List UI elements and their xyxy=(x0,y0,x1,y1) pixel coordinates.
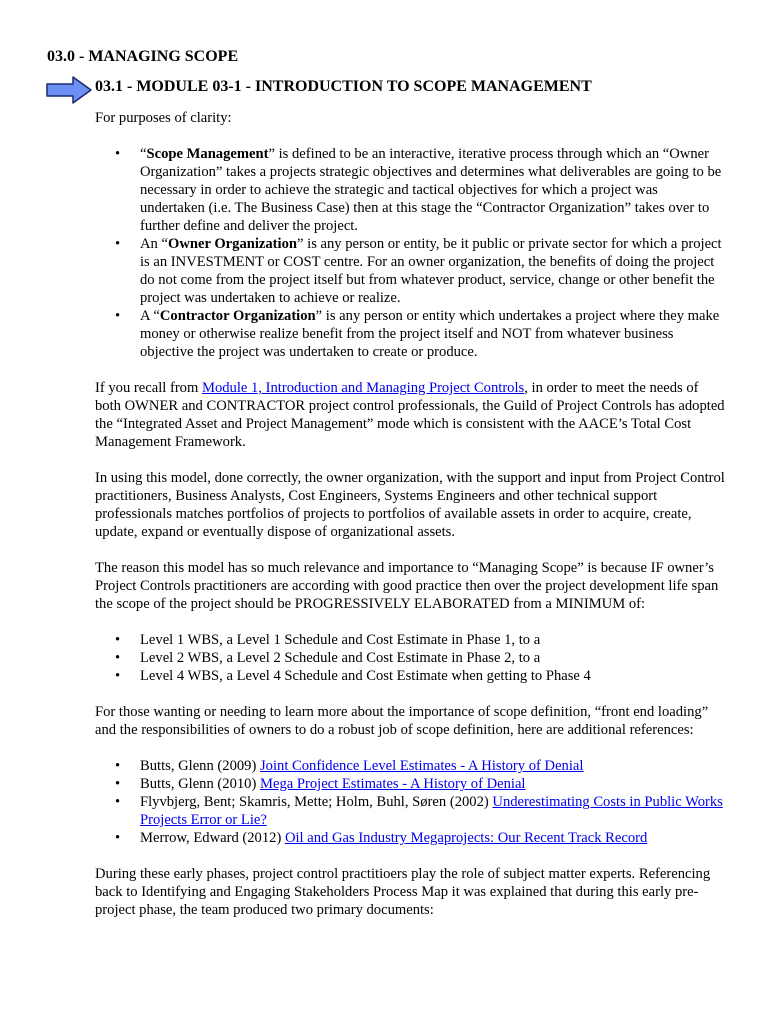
list-item: • Level 4 WBS, a Level 4 Schedule and Cost Estimate when getting to Phase 4 xyxy=(115,668,591,684)
bullet: • xyxy=(115,830,121,846)
list-item: • Level 2 WBS, a Level 2 Schedule and Cost Estimate in Phase 2, to a xyxy=(115,650,541,666)
levels-list xyxy=(95,631,725,685)
bullet: • xyxy=(115,146,121,162)
module-1-link[interactable]: Module 1, Introduction and Managing Project Controls xyxy=(201,380,525,396)
reason-paragraph: The reason this model has so much relevance and importance to “Managing Scope” is because IF owner’s Project Controls practitioners are according with good practice then over the project development life span the scope of the project should be PROGRESSIVELY ELABORATED from a MINIMUM of: xyxy=(95,560,719,612)
list-item: • Level 1 WBS, a Level 1 Schedule and Cost Estimate in Phase 1, to a xyxy=(115,632,541,648)
list-item: • Butts, Glenn (2010) Mega Project Estimates - A History of Denial xyxy=(115,776,526,792)
defined-term: Scope Management xyxy=(146,146,269,162)
right-arrow-icon xyxy=(45,75,93,105)
definitions-list xyxy=(95,145,725,361)
list-item: • An “Owner Organization” is any person or entity, be it public or private sector for which a project is an INVESTMENT or COST centre. For an owner organization, the benefits of doing the project do not come from the project itself but from whatever product, service, change or other benefit the project was undertaken to achieve or realize. xyxy=(115,236,722,306)
list-item: • Butts, Glenn (2009) Joint Confidence Level Estimates - A History of Denial xyxy=(115,758,584,774)
recall-paragraph: If you recall from Module 1, Introduction and Managing Project Controls, in order to meet the needs of both OWNER and CONTRACTOR project control professionals, the Guild of Project Controls has adopted the “Integrated Asset and Project Management” mode which is consistent with the AACE’s Total Cost Management Framework. xyxy=(95,380,725,450)
bullet: • xyxy=(115,650,121,666)
list-item: • Merrow, Edward (2012) Oil and Gas Industry Megaprojects: Our Recent Track Record xyxy=(115,830,648,846)
bullet: • xyxy=(115,236,121,252)
bullet: • xyxy=(115,308,121,324)
section-heading: 03.0 - MANAGING SCOPE xyxy=(47,48,239,65)
defined-term: Owner Organization xyxy=(167,236,298,252)
module-heading: 03.1 - MODULE 03-1 - INTRODUCTION TO SCOPE MANAGEMENT xyxy=(95,78,592,95)
reference-link[interactable]: Underestimating Costs in Public Works Projects Error or Lie? xyxy=(140,794,723,828)
bullet: • xyxy=(115,776,121,792)
model-paragraph: In using this model, done correctly, the owner organization, with the support and input from Project Control practitioners, Business Analysts, Cost Engineers, Systems Engineers and other technical support professionals matches portfolios of projects to portfolios of available assets in order to acquire, create, update, expand or eventually dispose of organizational assets. xyxy=(95,470,725,540)
bullet: • xyxy=(115,668,121,684)
references-list xyxy=(95,757,725,847)
reference-link[interactable]: Mega Project Estimates - A History of Denial xyxy=(260,776,526,792)
bullet: • xyxy=(115,632,121,648)
references-intro: For those wanting or needing to learn more about the importance of scope definition, “front end loading” and the responsibilities of owners to do a robust job of scope definition, here are additional references: xyxy=(95,704,709,738)
reference-link[interactable]: Oil and Gas Industry Megaprojects: Our Recent Track Record xyxy=(284,830,648,846)
bullet: • xyxy=(115,794,121,810)
bullet: • xyxy=(115,758,121,774)
closing-paragraph: During these early phases, project control practitioers play the role of subject matter experts. Referencing back to Identifying and Engaging Stakeholders Process Map it was explained that during this early pre-project phase, the team produced two primary documents: xyxy=(95,866,711,918)
intro-text: For purposes of clarity: xyxy=(95,110,232,126)
list-item: • A “Contractor Organization” is any person or entity which undertakes a project where they make money or otherwise realize benefit from the project itself and NOT from whatever business objective the project was undertaken to create or produce. xyxy=(115,308,720,360)
list-item: • Flyvbjerg, Bent; Skamris, Mette; Holm, Buhl, Søren (2002) Underestimating Costs in Public Works Projects Error or Lie? xyxy=(115,794,723,828)
list-item: • “Scope Management” is defined to be an interactive, iterative process through which an “Owner Organization” takes a projects strategic objectives and determines what deliverables are going to be necessary in order to achieve the strategic and tactical objectives for which a project was undertaken (i.e. The Business Case) then at this stage the “Contractor Organization” takes over to further define and deliver the project. xyxy=(115,146,722,234)
defined-term: Contractor Organization xyxy=(159,308,316,324)
reference-link[interactable]: Joint Confidence Level Estimates - A History of Denial xyxy=(260,758,584,774)
document-body xyxy=(95,109,725,919)
